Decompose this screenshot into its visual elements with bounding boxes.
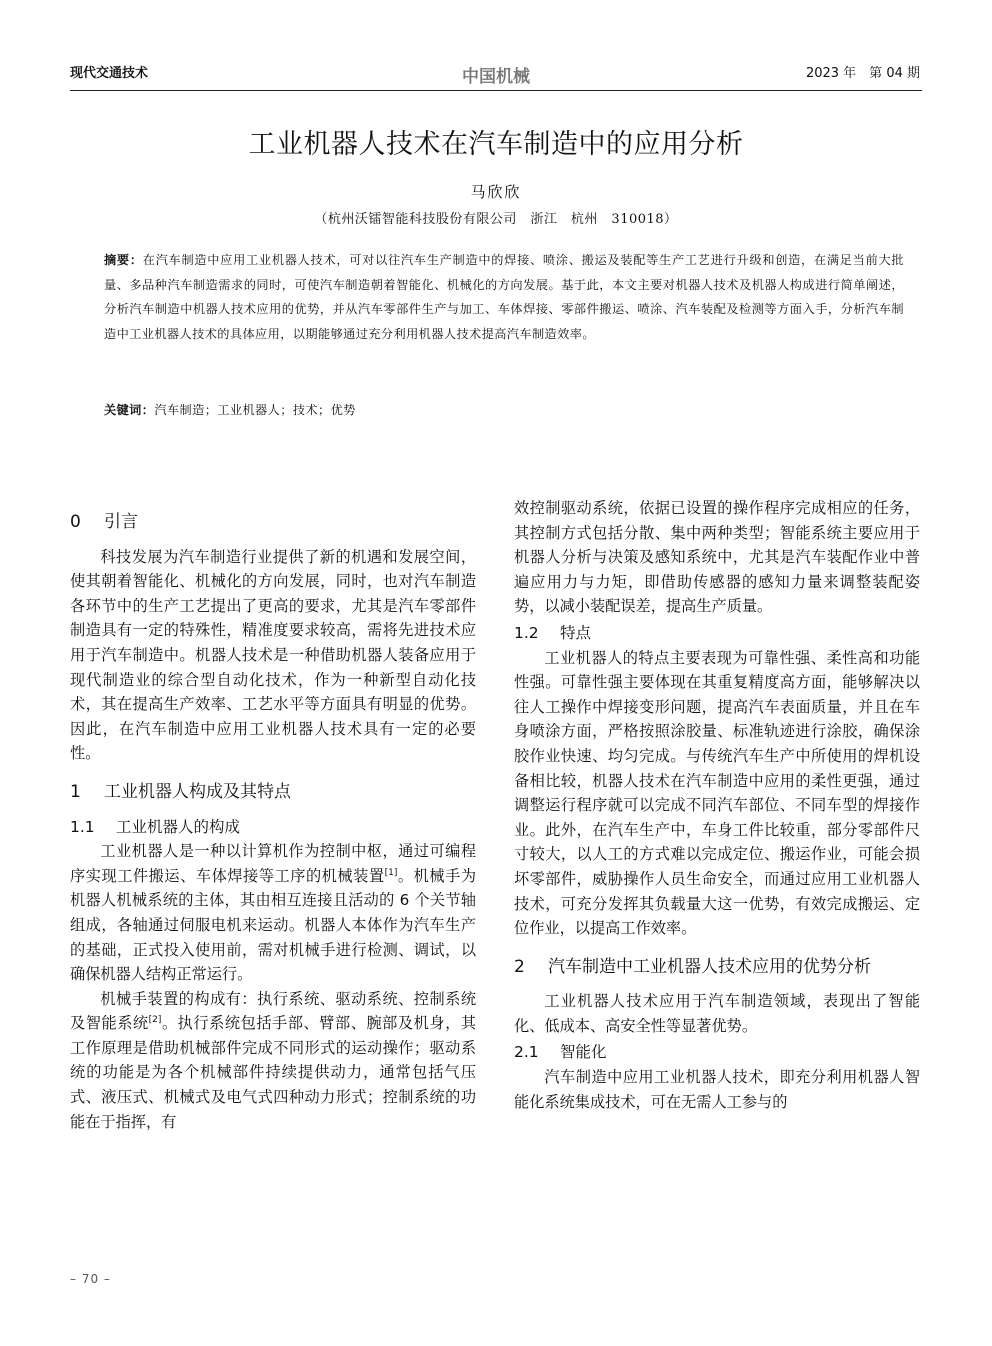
affiliation: （杭州沃镭智能科技股份有限公司 浙江 杭州 310018） — [314, 212, 678, 227]
issue-info: 2023 年 第 04 期 — [805, 66, 920, 81]
abstract — [104, 248, 904, 346]
paragraph: 汽车制造中应用工业机器人技术，即充分利用机器人智能化系统集成技术，可在无需人工参与的 — [514, 1068, 920, 1111]
subsection-number: 1.1 — [70, 817, 95, 836]
paragraph-text: 。机械手为机器人机械系统的主体，其由相互连接且活动的 6 个关节轴组成，各轴通过伺服电机来运动。机器人本体作为汽车生产的基础，正式投入使用前，需对机械手进行检测、调试，以确保机器人结构正常运行。 — [70, 866, 477, 984]
citation-ref[interactable]: [1] — [384, 867, 398, 878]
subsection-heading-1-2 — [514, 621, 920, 646]
section-title: 引言 — [104, 512, 138, 532]
left-column — [70, 496, 476, 1134]
subsection-heading-1-1 — [70, 815, 476, 840]
section-title: 汽车制造中工业机器人技术应用的优势分析 — [548, 956, 871, 977]
author: 马欣欣 — [470, 183, 522, 201]
page-number: – 70 – — [70, 1272, 111, 1286]
abstract-label: 摘要： — [104, 253, 143, 267]
section-number: 0 — [70, 512, 81, 532]
paragraph: 效控制驱动系统，依据已设置的操作程序完成相应的任务，其控制方式包括分散、集中两种类型；智能系统主要应用于机器人分析与决策及感知系统中，尤其是汽车装配作业中普遍应用力与力矩，即借助传感器的感知力量来调整装配姿势，以减小装配误差，提高生产质量。 — [514, 499, 920, 616]
section-title: 工业机器人构成及其特点 — [104, 781, 291, 802]
subsection-title: 特点 — [560, 623, 592, 642]
paragraph: 科技发展为汽车制造行业提供了新的机遇和发展空间，使其朝着智能化、机械化的方向发展，同时，也对汽车制造各环节中的生产工艺提出了更高的要求，尤其是汽车零部件制造具有一定的特殊性，精准度要求较高，需将先进技术应用于汽车制造中。机器人技术是一种借助机器人装备应用于现代制造业的综合型自动化技术，作为一种新型自动化技术，其在提高生产效率、工艺水平等方面具有明显的优势。因此，在汽车制造中应用工业机器人技术具有一定的必要性。 — [70, 547, 476, 763]
subsection-title: 工业机器人的构成 — [116, 817, 241, 836]
section-number: 1 — [70, 781, 81, 802]
subsection-number: 1.2 — [514, 623, 539, 642]
paragraph-text: 机械手装置的构成有：执行系统、驱动系统、控制系统及智能系统 — [70, 989, 476, 1033]
keywords — [104, 398, 904, 422]
paragraph — [70, 839, 476, 987]
paragraph-text: 工业机器人是一种以计算机作为控制中枢，通过可编程序实现工件搬运、车体焊接等工序的机械装置 — [70, 842, 476, 885]
section-heading-1 — [70, 780, 476, 805]
subsection-number: 2.1 — [514, 1043, 539, 1062]
keywords-text: 汽车制造；工业机器人；技术；优势 — [154, 403, 356, 417]
header-rule — [70, 90, 922, 91]
journal-section: 现代交通技术 — [70, 66, 149, 81]
subsection-heading-2-1 — [514, 1040, 920, 1065]
paragraph-text: 。执行系统包括手部、臂部、腕部及机身，其工作原理是借助机械部件完成不同形式的运动操作；驱动系统的功能是为各个机械部件持续提供动力，通常包括气压式、液压式、机械式及电气式四种动力形式；控制系统的功能在于指挥，有 — [70, 1014, 477, 1131]
paragraph — [70, 987, 476, 1135]
paragraph: 工业机器人的特点主要表现为可靠性强、柔性高和功能性强。可靠性强主要体现在其重复精度高方面，能够解决以往人工操作中焊接变形问题，提高汽车表面质量，并且在车身喷涂方面，严格按照涂胶量、标准轨迹进行涂胶，确保涂胶作业快速、均匀完成。与传统汽车生产中所使用的焊机设备相比较，机器人技术在汽车制造中应用的柔性更强，通过调整运行程序就可以完成不同汽车部位、不同车型的焊接作业。此外，在汽车生产中，车身工件比较重，部分零部件尺寸较大，以人工的方式难以完成定位、搬运作业，可能会损坏零部件，威胁操作人员生命安全，而通过应用工业机器人技术，可充分发挥其负载量大这一优势，有效完成搬运、定位作业，以提高工作效率。 — [514, 648, 920, 938]
journal-name: 中国机械 — [462, 67, 530, 87]
paragraph: 工业机器人技术应用于汽车制造领域，表现出了智能化、低成本、高安全性等显著优势。 — [514, 992, 920, 1035]
keywords-label: 关键词： — [104, 403, 155, 417]
section-heading-0 — [70, 510, 476, 535]
right-column — [514, 496, 920, 1114]
abstract-text: 在汽车制造中应用工业机器人技术，可对以往汽车生产制造中的焊接、喷涂、搬运及装配等生产工艺进行升级和创造，在满足当前大批量、多品种汽车制造需求的同时，可使汽车制造朝着智能化、机械化的方向发展。基于此，本文主要对机器人技术及机器人构成进行简单阐述，分析汽车制造中机器人技术应用的优势，并从汽车零部件生产与加工、车体焊接、零部件搬运、喷涂、汽车装配及检测等方面入手，分析汽车制造中工业机器人技术的具体应用，以期能够通过充分利用机器人技术提高汽车制造效率。 — [104, 253, 904, 341]
section-heading-2 — [514, 955, 920, 980]
paper-title: 工业机器人技术在汽车制造中的应用分析 — [248, 129, 744, 160]
section-number: 2 — [514, 956, 525, 977]
subsection-title: 智能化 — [560, 1043, 607, 1062]
citation-ref[interactable]: [2] — [148, 1015, 162, 1026]
